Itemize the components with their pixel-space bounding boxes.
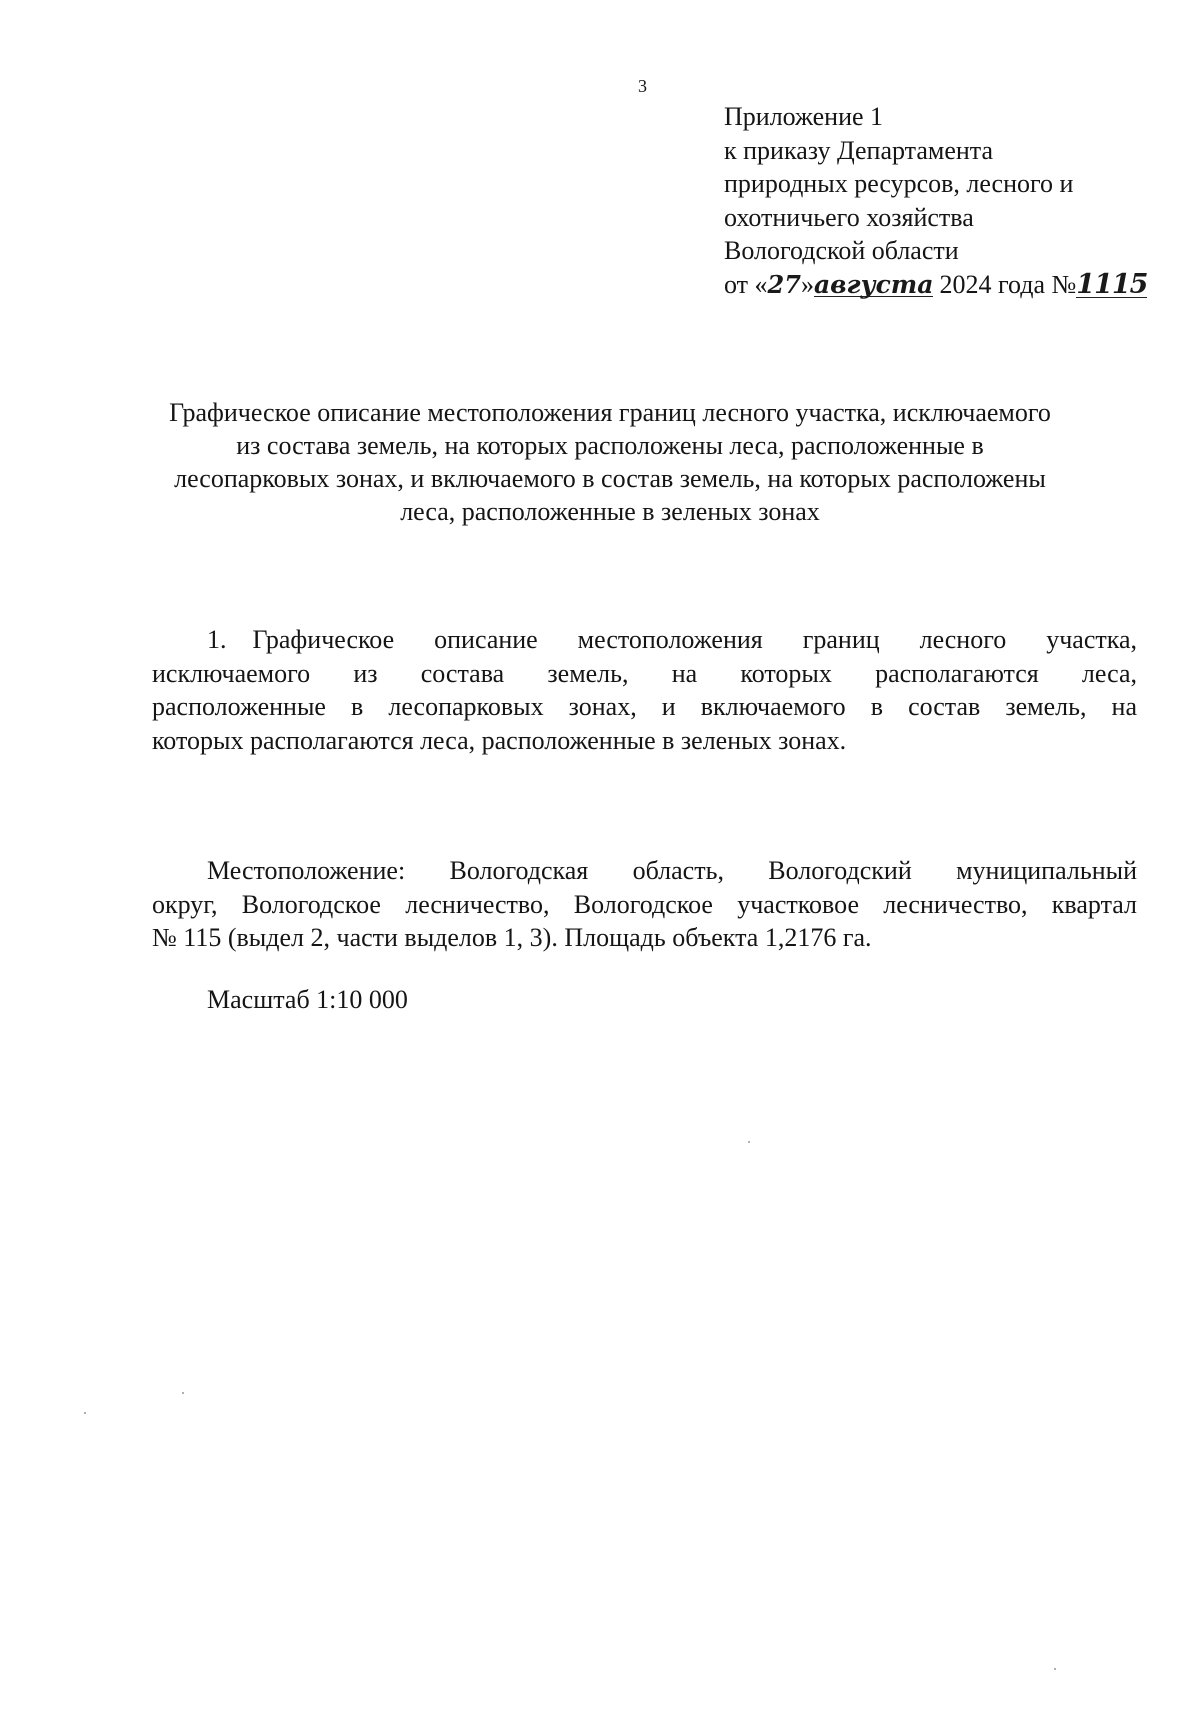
map-scale: Масштаб 1:10 000 [207,985,408,1014]
location-line-3: № 115 (выдел 2, части выделов 1, 3). Площадь объекта 1,2176 га. [152,923,872,952]
item-1-paragraph [152,623,1137,757]
handwritten-month: августа [813,269,934,299]
title-line-3: лесопарковых зонах, и включаемого в состав земель, на которых расположены [174,464,1046,493]
title-line-4: леса, расположенные в зеленых зонах [400,497,820,526]
item-1-line-1: 1. Графическое описание местоположения границ лесного участка, [207,625,1137,654]
item-1-line-4: которых располагаются леса, расположенные в зеленых зонах. [152,725,847,755]
appendix-header [724,100,1147,301]
title-line-2: из состава земель, на которых расположены леса, расположенные в [236,431,984,460]
appendix-line-2: к приказу Департамента [724,135,994,165]
item-1-line-2: исключаемого из состава земель, на которых располагаются леса, [152,658,1137,688]
date-year-text: 2024 года № [939,269,1077,299]
scan-speck [748,1141,750,1143]
location-line-2: округ, Вологодское лесничество, Вологодское участковое лесничество, квартал [152,889,1137,919]
handwritten-order-number: 1115 [1076,268,1148,300]
title-line-1: Графическое описание местоположения границ лесного участка, исключаемого [169,398,1051,427]
scan-speck [182,1392,184,1394]
location-line-1: Местоположение: Вологодская область, Вологодский муниципальный [207,856,1137,885]
date-mid: » [800,269,814,299]
appendix-line-5: Вологодской области [724,236,959,265]
appendix-line-4: охотничьего хозяйства [724,202,974,232]
page-number: 3 [638,76,647,96]
item-1-line-3: расположенные в лесопарковых зонах, и включаемого в состав земель, на [152,692,1137,721]
date-prefix: от « [724,269,768,299]
scan-speck [84,1412,86,1414]
appendix-line-3: природных ресурсов, лесного и [724,169,1074,198]
handwritten-day: 27 [767,269,801,299]
appendix-line-1: Приложение 1 [724,102,884,131]
order-date-line [724,268,1147,302]
document-title [120,396,1100,528]
location-paragraph [152,854,1137,955]
scan-speck [1054,1668,1056,1670]
